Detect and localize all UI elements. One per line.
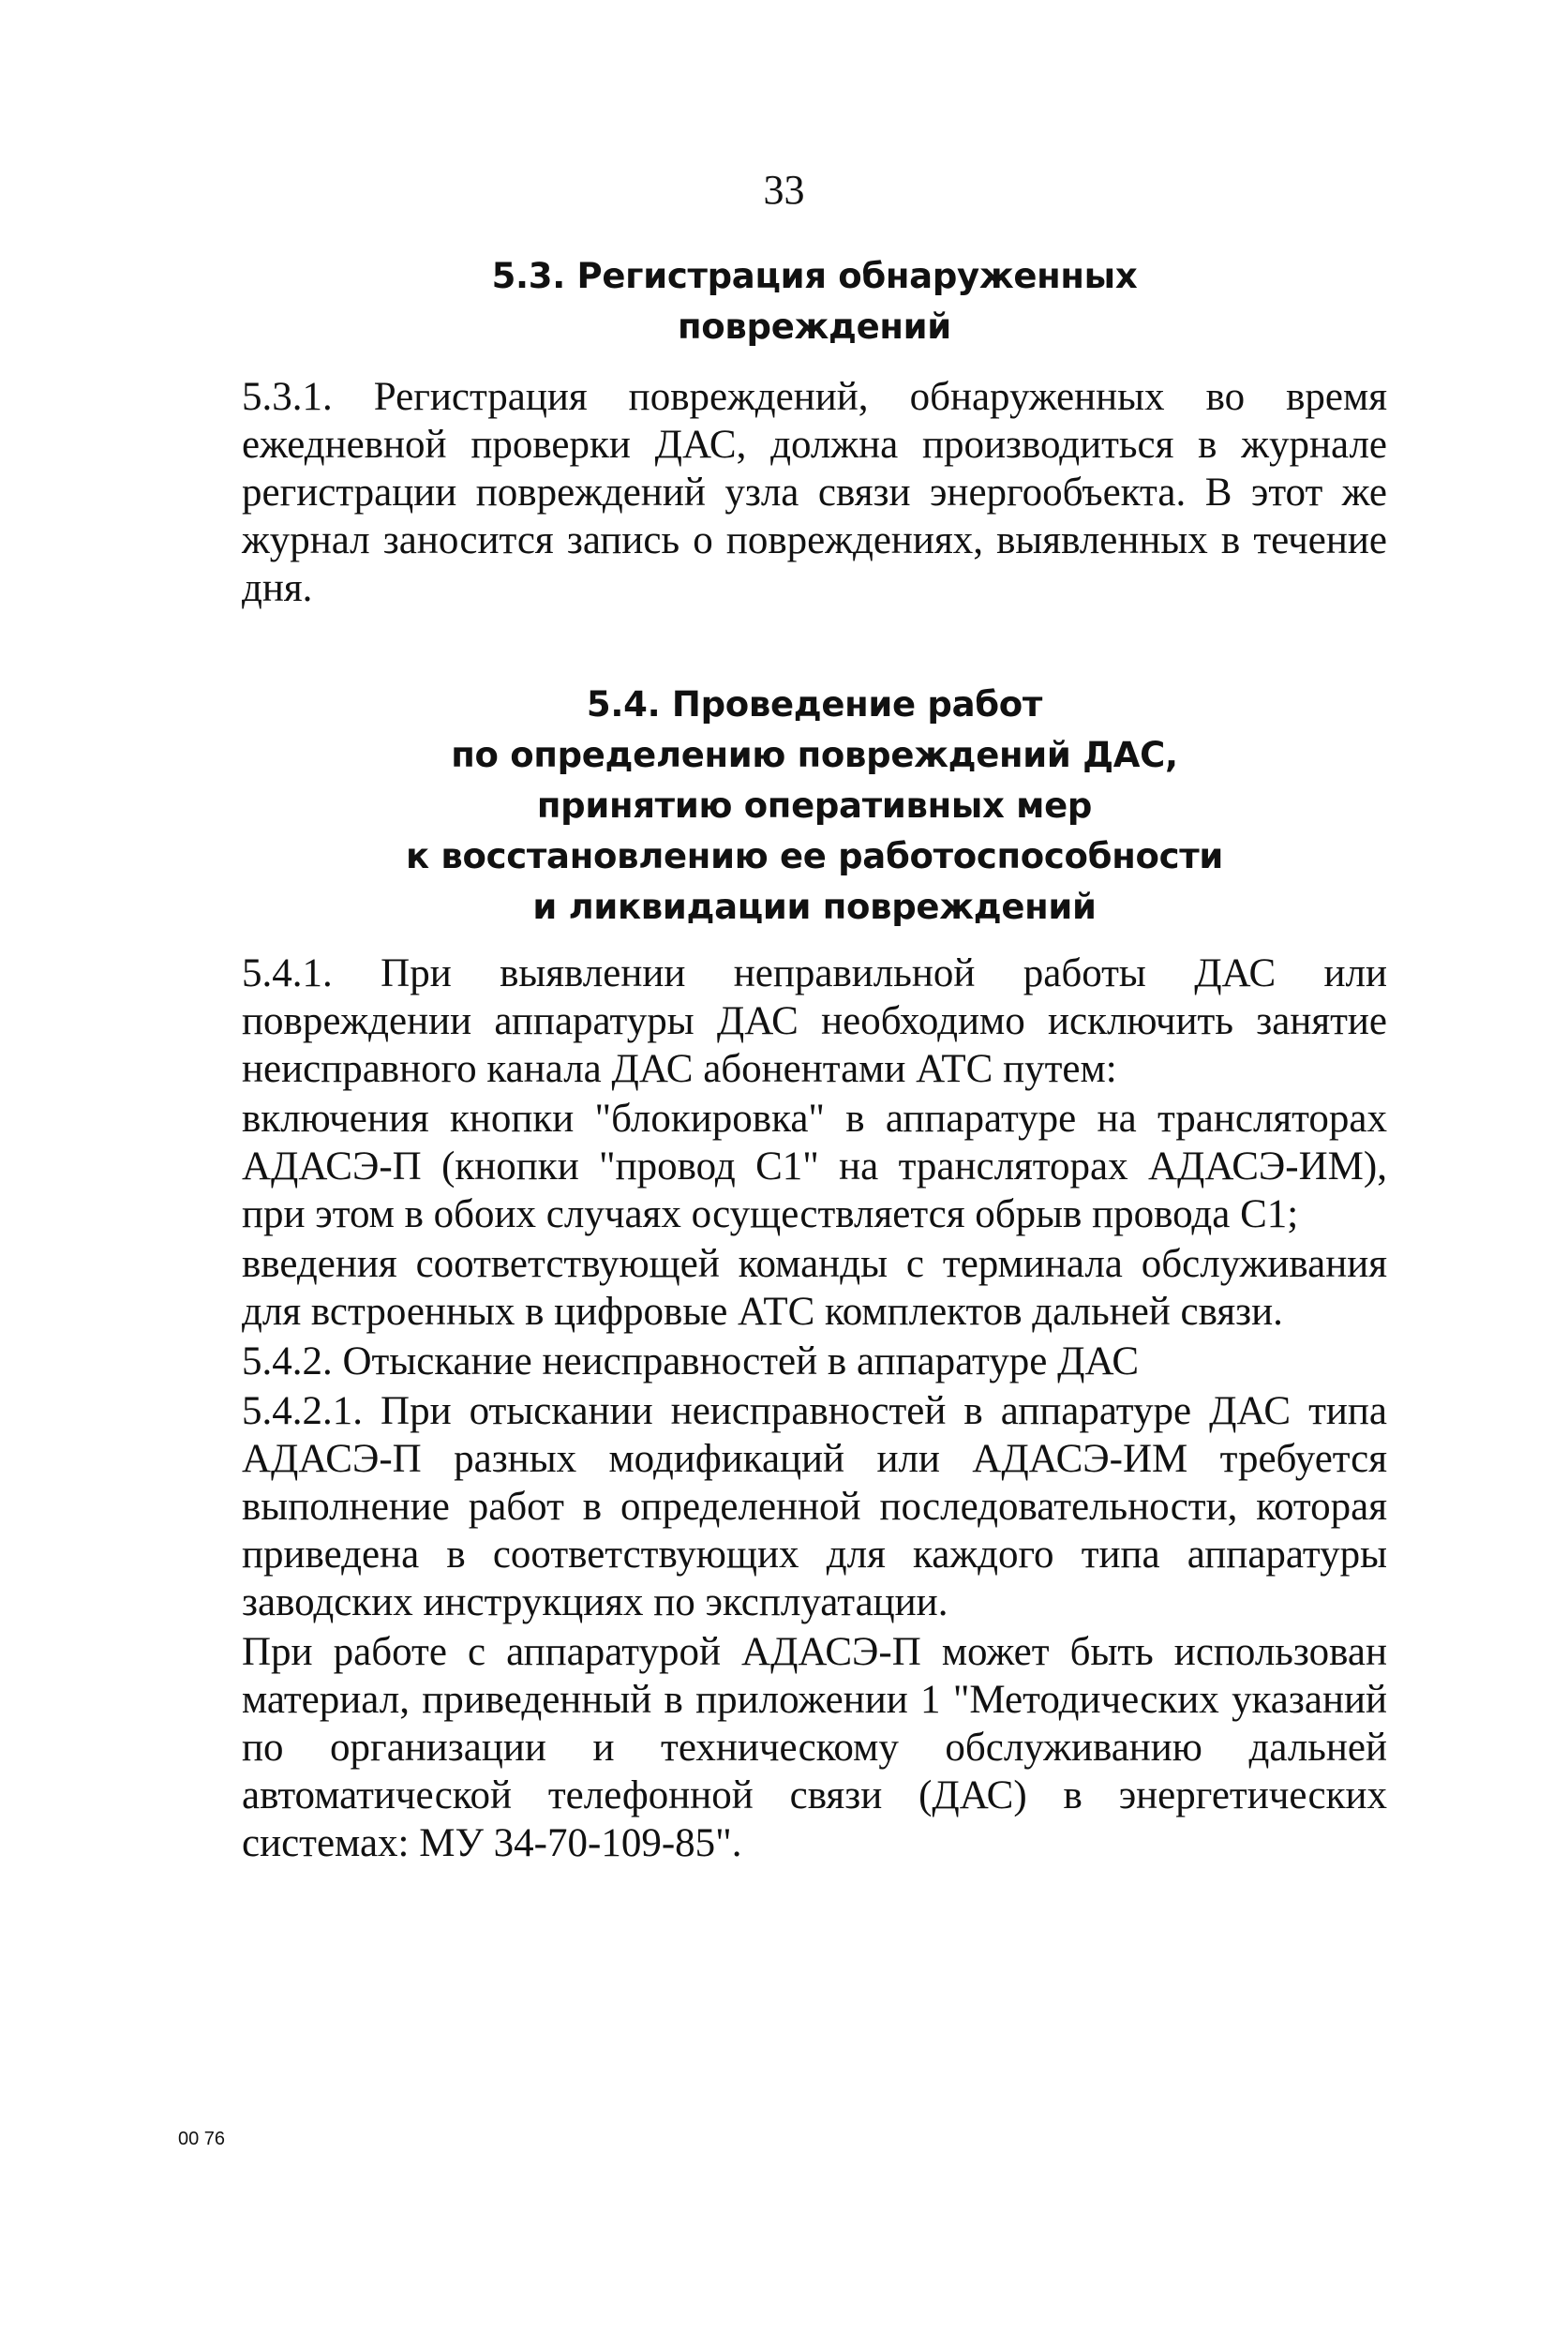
section-5-3 <box>242 251 1387 612</box>
list-item-button: включения кнопки "блокировка" в аппаратуре на трансляторах АДАСЭ-П (кнопки "провод С1" на трансляторах АДАСЭ-ИМ), при этом в обоих случаях осуществляется обрыв провода С1; <box>242 1097 1387 1236</box>
section-5-3-heading <box>242 251 1387 352</box>
heading-line: 5.3. Регистрация обнаруженных <box>491 256 1138 296</box>
heading-line: повреждений <box>678 307 951 347</box>
paragraph-5-4-2-1: 5.4.2.1. При отыскании неисправностей в аппаратуре ДАС типа АДАСЭ-П разных модификаций или АДАСЭ-ИМ требуется выполнение работ в определенной последовательности, которая приведена в соответствующих для каждого типа аппаратуры заводских инструкциях по эксплуатации. <box>242 1389 1387 1624</box>
heading-line: 5.4. Проведение работ <box>586 684 1043 725</box>
section-5-4 <box>242 680 1387 1867</box>
paragraph-5-3-1: 5.3.1. Регистрация повреждений, обнаруженных во время ежедневной проверки ДАС, должна производиться в журнале регистрации повреждений узла связи энергообъекта. В этот же журнал заносится запись о повреждениях, выявленных в течение дня. <box>242 375 1387 610</box>
footer-code: 00 76 <box>178 2129 226 2149</box>
heading-line: по определению повреждений ДАС, <box>451 735 1178 775</box>
section-5-4-heading <box>242 680 1387 933</box>
heading-line: к восстановлению ее работоспособности <box>406 836 1223 876</box>
heading-line: принятию оперативных мер <box>536 785 1093 826</box>
page-number: 33 <box>763 167 805 213</box>
paragraph-5-4-1: 5.4.1. При выявлении неправильной работы ДАС или повреждении аппаратуры ДАС необходимо исключить занятие неисправного канала ДАС абонентами АТС путем: <box>242 951 1387 1091</box>
paragraph-material: При работе с аппаратурой АДАСЭ-П может быть использован материал, приведенный в приложении 1 "Методических указаний по организации и техническому обслуживанию дальней автоматической телефонной связи (ДАС) в энергетических системах: МУ 34-70-109-85". <box>242 1630 1387 1865</box>
list-item-command: введения соответствующей команды с терминала обслуживания для встроенных в цифровые АТС комплектов дальней связи. <box>242 1242 1387 1334</box>
paragraph-5-4-2: 5.4.2. Отыскание неисправностей в аппаратуре ДАС <box>242 1339 1140 1383</box>
heading-line: и ликвидации повреждений <box>532 887 1097 927</box>
